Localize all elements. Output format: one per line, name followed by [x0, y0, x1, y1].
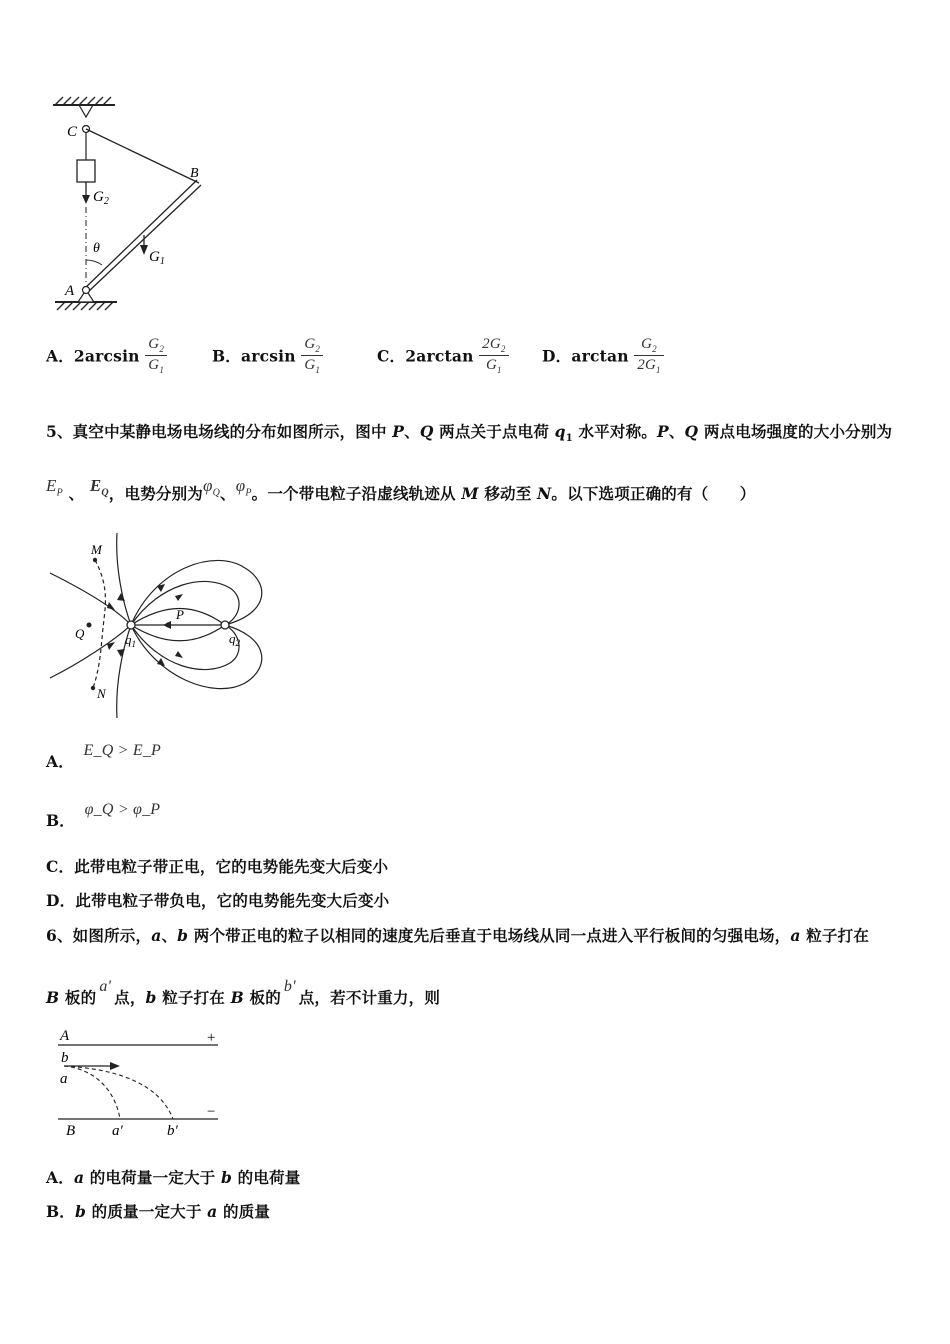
q4-option-d-fraction: $\frac{G_2}{2G_1}$	[634, 336, 663, 375]
label-G1: $G_1$	[149, 249, 165, 267]
label-M: M	[91, 542, 102, 557]
label-a-prime: a′	[112, 1123, 123, 1139]
label-N: N	[97, 686, 106, 701]
label-q1: $q_1$	[125, 632, 136, 649]
q5-option-c[interactable]: C．此带电粒子带正电，它的电势能先变大后变小	[46, 857, 389, 876]
q5-option-a-math: E_Q > E_P	[83, 742, 162, 759]
label-minus: −	[206, 1104, 217, 1120]
q4-option-a[interactable]	[46, 336, 167, 375]
q5-option-a[interactable]: A． E_Q > E_P	[46, 742, 162, 771]
label-plate-B: B	[66, 1123, 76, 1139]
q6-option-b[interactable]: B．b 的质量一定大于 a 的质量	[46, 1202, 271, 1221]
label-P: P	[176, 607, 184, 622]
q4-option-d[interactable]	[542, 336, 664, 375]
q4-option-c[interactable]	[377, 336, 509, 375]
label-B: B	[190, 166, 199, 181]
label-b-prime: b′	[167, 1123, 178, 1139]
label-G2: $G_2$	[93, 189, 109, 207]
figure-rod-system	[45, 95, 225, 320]
q5-option-b[interactable]: B． φ_Q > φ_P	[46, 801, 161, 830]
q4-option-a-label: A．2arcsin	[46, 346, 140, 366]
q6-option-a[interactable]: A．a 的电荷量一定大于 b 的电荷量	[46, 1168, 301, 1187]
label-q2: $q_2$	[229, 631, 240, 648]
label-b: b	[61, 1050, 69, 1066]
figure-field-lines	[45, 528, 280, 723]
q4-option-b-fraction: $\frac{G_2}{G_1}$	[301, 336, 323, 375]
q5-stem-line1: 5、真空中某静电场电场线的分布如图所示，图中 P、Q 两点关于点电荷 $q_1$ 水平对称。P、Q 两点电场强度的大小分别为	[46, 422, 893, 445]
label-A: A	[65, 283, 75, 299]
label-C: C	[67, 124, 78, 140]
label-a: a	[60, 1071, 68, 1087]
q4-option-b-label: B．arcsin	[212, 346, 296, 366]
label-plate-A: A	[60, 1028, 70, 1044]
q5-option-d[interactable]: D．此带电粒子带负电，它的电势能先变大后变小	[46, 891, 390, 910]
label-theta: θ	[93, 241, 100, 256]
figure-parallel-plates	[50, 1025, 225, 1140]
label-plus: +	[206, 1030, 217, 1046]
q5-option-b-math: φ_Q > φ_P	[84, 801, 161, 818]
q4-option-c-fraction: $\frac{2G_2}{G_1}$	[479, 336, 508, 375]
q4-option-a-fraction: $\frac{G_2}{G_1}$	[145, 336, 167, 375]
q6-stem-line2: B 板的a'点，b 粒子打在 B 板的b'点，若不计重力，则	[46, 978, 441, 1007]
q6-stem-line1: 6、如图所示，a、b 两个带正电的粒子以相同的速度先后垂直于电场线从同一点进入平行板间的匀强电场，a 粒子打在	[46, 926, 870, 945]
q4-option-c-label: C．2arctan	[377, 346, 474, 366]
label-Q: Q	[75, 626, 85, 641]
q4-option-d-label: D．arctan	[542, 346, 629, 366]
q5-stem-line2: $E_P$ 、 $E_Q$，电势分别为$\varphi_Q$、$\varphi_P$。一个带电粒子沿虚线轨迹从 M 移动至 N。以下选项正确的有（ ）	[46, 476, 756, 503]
q4-option-b[interactable]	[212, 336, 323, 375]
